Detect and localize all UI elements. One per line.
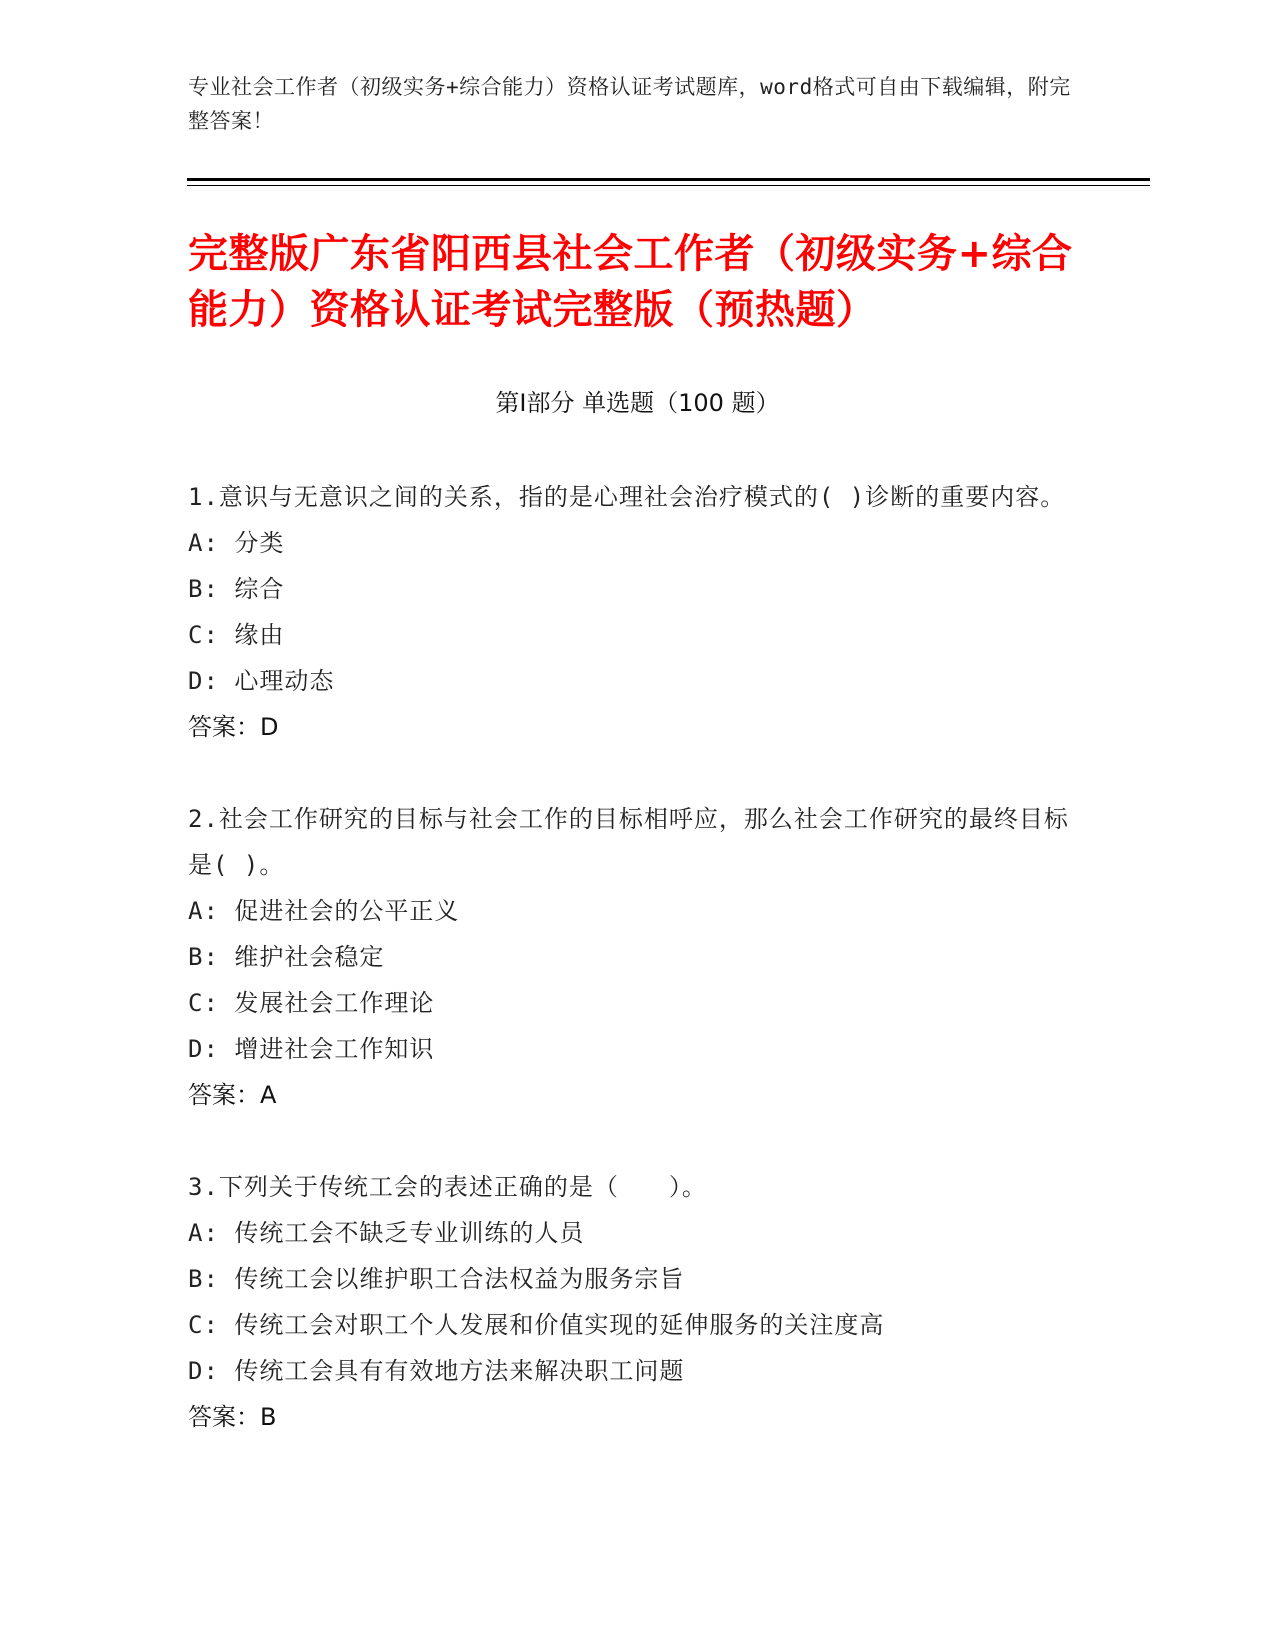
option-c: C: 缘由	[188, 621, 285, 649]
question-text: 2.社会工作研究的目标与社会工作的目标相呼应，那么社会工作研究的最终目标是( )。	[188, 805, 1069, 879]
section-title: 第Ⅰ部分 单选题（100 题）	[495, 389, 780, 417]
answer: 答案：A	[188, 1081, 277, 1109]
answer: 答案：D	[188, 713, 279, 741]
header-note: 专业社会工作者（初级实务+综合能力）资格认证考试题库，word格式可自由下载编辑，附完整答案！	[188, 75, 1071, 133]
option-d: D: 增进社会工作知识	[188, 1035, 435, 1063]
document-title: 完整版广东省阳西县社会工作者（初级实务+综合能力）资格认证考试完整版（预热题）	[188, 231, 1073, 333]
question-3	[188, 1164, 1088, 1440]
option-c: C: 发展社会工作理论	[188, 989, 435, 1017]
question-text: 1.意识与无意识之间的关系，指的是心理社会治疗模式的( )诊断的重要内容。	[188, 483, 1066, 511]
header-divider-thick	[187, 178, 1150, 181]
option-d: D: 心理动态	[188, 667, 335, 695]
option-a: A: 分类	[188, 529, 285, 557]
option-b: B: 综合	[188, 575, 285, 603]
option-a: A: 传统工会不缺乏专业训练的人员	[188, 1219, 585, 1247]
option-b: B: 维护社会稳定	[188, 943, 385, 971]
answer: 答案：B	[188, 1403, 277, 1431]
option-d: D: 传统工会具有有效地方法来解决职工问题	[188, 1357, 685, 1385]
question-1	[188, 474, 1088, 750]
option-c: C: 传统工会对职工个人发展和价值实现的延伸服务的关注度高	[188, 1311, 885, 1339]
question-list	[188, 474, 1088, 1486]
question-text: 3.下列关于传统工会的表述正确的是（ ）。	[188, 1173, 707, 1201]
header-divider-thin	[187, 185, 1150, 186]
option-a: A: 促进社会的公平正义	[188, 897, 460, 925]
option-b: B: 传统工会以维护职工合法权益为服务宗旨	[188, 1265, 685, 1293]
question-2	[188, 796, 1088, 1118]
